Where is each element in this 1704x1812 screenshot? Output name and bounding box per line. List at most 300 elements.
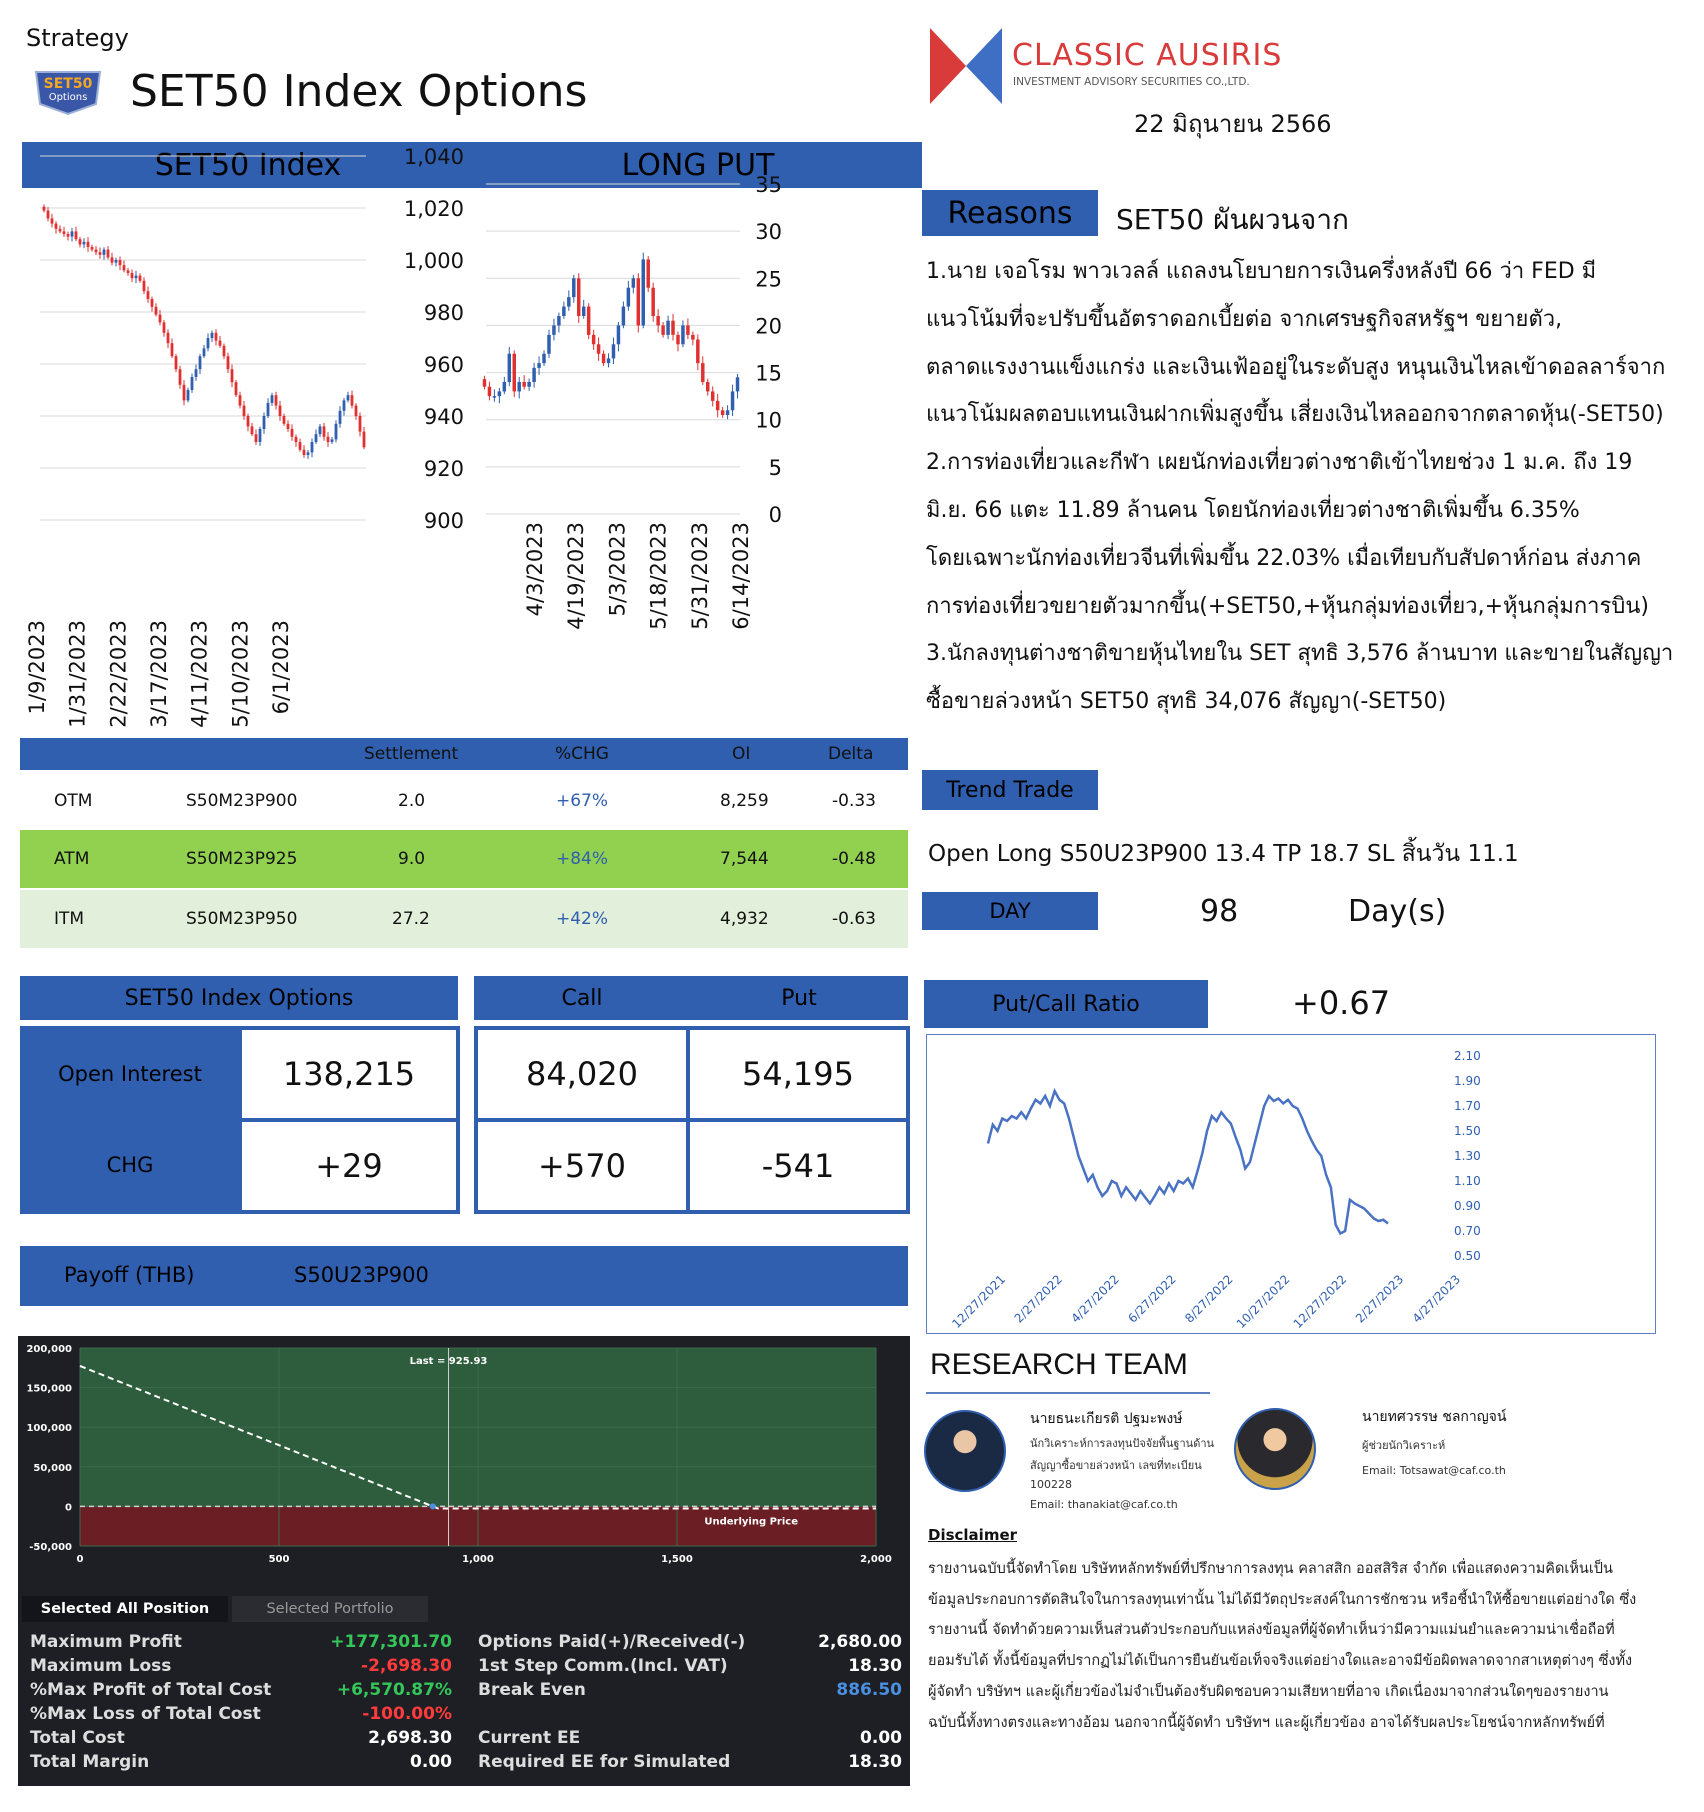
- y-tick-label: 0: [768, 503, 782, 527]
- x-tick-label: 4/3/2023: [523, 522, 547, 617]
- candle: [55, 224, 58, 229]
- candle: [696, 340, 699, 364]
- candle: [191, 377, 194, 390]
- candle: [111, 257, 114, 262]
- candle: [295, 437, 298, 442]
- candle: [247, 416, 250, 426]
- candle: [706, 382, 709, 391]
- candle: [522, 382, 525, 387]
- col-delta: Delta: [828, 744, 874, 764]
- candle: [127, 270, 130, 273]
- table-row: [20, 772, 908, 830]
- candle: [103, 250, 106, 255]
- candle: [223, 346, 226, 356]
- candle: [721, 410, 724, 415]
- x-tick-label: 2/27/2022: [1011, 1272, 1065, 1326]
- candle: [323, 426, 326, 436]
- row-oi: 8,259: [720, 791, 769, 811]
- candle: [661, 325, 664, 334]
- x-tick-label: 500: [268, 1554, 290, 1565]
- candle: [243, 406, 246, 416]
- tab-selected-all-position[interactable]: Selected All Position: [22, 1596, 228, 1622]
- candle: [115, 260, 118, 263]
- candle: [163, 322, 166, 332]
- candle: [155, 307, 158, 315]
- reason-line: มิ.ย. 66 แตะ 11.89 ล้านคน โดยนักท่องเที่ยวต่างชาติเพิ่มขึ้น 6.35%: [926, 497, 1580, 523]
- candle: [139, 276, 142, 281]
- candle: [83, 242, 86, 245]
- stat-value: 886.50: [836, 1680, 902, 1700]
- candle: [542, 354, 545, 363]
- candle: [612, 344, 615, 358]
- row-chg: +42%: [556, 909, 609, 929]
- candle: [517, 382, 520, 391]
- candle: [87, 242, 90, 247]
- x-tick-label: 1/31/2023: [65, 620, 90, 728]
- candle: [359, 416, 362, 432]
- strategy-label: Strategy: [26, 24, 129, 52]
- y-tick-label: 25: [755, 267, 782, 292]
- candle: [646, 259, 649, 287]
- day-value: 98: [1200, 894, 1239, 929]
- research-divider: [926, 1392, 1210, 1394]
- candle: [215, 333, 218, 341]
- stat-label: 1st Step Comm.(Incl. VAT): [478, 1656, 728, 1676]
- day-unit: Day(s): [1348, 894, 1447, 929]
- y-tick-label: 35: [755, 173, 782, 197]
- candle: [567, 297, 570, 306]
- candle: [483, 379, 486, 387]
- candle: [681, 325, 684, 344]
- candle: [726, 410, 729, 415]
- tab-selected-portfolio[interactable]: Selected Portfolio: [232, 1596, 428, 1622]
- reason-line: แนวโน้มผลตอบแทนเงินฝากเพิ่มสูงขึ้น เสี่ยงเงินไหลออกจากตลาดหุ้น(-SET50): [926, 402, 1664, 428]
- candle: [315, 434, 318, 442]
- stat-label: Options Paid(+)/Received(-): [478, 1632, 746, 1652]
- candle: [67, 234, 70, 237]
- stat-label: Maximum Profit: [30, 1632, 182, 1652]
- candle: [307, 452, 310, 455]
- page-title: SET50 Index Options: [130, 66, 588, 117]
- candle: [701, 363, 704, 382]
- y-tick-label: 1.10: [1454, 1174, 1481, 1188]
- banner-set50-index: SET50 Index: [154, 147, 342, 183]
- candle: [107, 250, 110, 258]
- candle: [503, 382, 506, 391]
- candle: [171, 343, 174, 356]
- pcr-tag: Put/Call Ratio: [924, 980, 1208, 1028]
- reason-line: 1.นาย เจอโรม พาวเวลล์ แถลงนโยบายการเงินครึ่งหลังปี 66 ว่า FED มี: [926, 259, 1597, 284]
- person1-email: Email: thanakiat@caf.co.th: [1030, 1498, 1178, 1511]
- y-tick-label: 980: [423, 301, 464, 325]
- person1-name: นายธนะเกียรติ ปฐมะพงษ์: [1030, 1411, 1183, 1427]
- y-tick-label: 15: [755, 361, 782, 386]
- stat-label: Break Even: [478, 1680, 586, 1700]
- candle: [319, 426, 322, 434]
- y-tick-label: 100,000: [26, 1423, 72, 1435]
- candle: [686, 325, 689, 334]
- stat-value: -2,698.30: [361, 1656, 452, 1676]
- row-delta: -0.63: [832, 909, 876, 929]
- candle: [271, 395, 274, 403]
- chg-call: +570: [478, 1122, 686, 1210]
- candle: [71, 231, 74, 236]
- x-tick-label: 3/17/2023: [147, 620, 171, 728]
- candle: [267, 403, 270, 416]
- candle: [527, 382, 530, 387]
- candle: [597, 344, 600, 353]
- reason-line: การท่องเที่ยวขยายตัวมากขึ้น(+SET50,+หุ้นกลุ่มท่องเที่ยว,+หุ้นกลุ่มการบิน): [926, 593, 1649, 619]
- report-date: 22 มิถุนายน 2566: [1134, 110, 1332, 138]
- logo-text: SET50: [43, 76, 93, 92]
- x-tick-label: 5/31/2023: [687, 522, 712, 630]
- y-tick-label: 940: [423, 405, 464, 429]
- y-tick-label: 50,000: [33, 1462, 72, 1474]
- oi-call: 84,020: [478, 1030, 686, 1118]
- candle: [167, 333, 170, 343]
- candle: [331, 439, 334, 442]
- y-tick-label: 0: [65, 1502, 72, 1514]
- x-tick-label: 2/27/2023: [1352, 1272, 1407, 1326]
- candle: [656, 316, 659, 325]
- candle: [363, 432, 366, 448]
- row-series: S50M23P925: [186, 849, 298, 869]
- y-tick-label: 900: [423, 509, 464, 533]
- candle: [207, 338, 210, 348]
- avatar: [924, 1410, 1006, 1492]
- candle: [676, 335, 679, 344]
- break-even-marker: [430, 1503, 436, 1509]
- trend-trade-tag: Trend Trade: [922, 770, 1098, 810]
- candle: [79, 239, 82, 244]
- person2-name: นายทศวรรษ ชลกาญจน์: [1362, 1409, 1507, 1425]
- set50-options-logo: [32, 66, 104, 116]
- call-put-header: [474, 976, 908, 1020]
- candle: [562, 307, 565, 316]
- stat-label: %Max Loss of Total Cost: [30, 1704, 261, 1724]
- y-tick-label: 1,020: [403, 197, 464, 221]
- candle: [651, 288, 654, 316]
- candle: [335, 424, 338, 440]
- x-tick-label: 8/27/2022: [1182, 1272, 1236, 1326]
- candle: [617, 325, 620, 344]
- pcr-value: +0.67: [1292, 984, 1391, 1022]
- stat-label: Maximum Loss: [30, 1656, 172, 1676]
- disclaimer-line: ผู้จัดทำ บริษัทฯ และผู้เกี่ยวข้องไม่จำเป็นต้องรับผิดชอบความเสียหายที่อาจ เกิดเนื่องมาจากส่วนใดๆของรายงาน: [928, 1683, 1609, 1700]
- payoff-stats: [18, 1628, 910, 1778]
- candle: [131, 273, 134, 278]
- row-type: ATM: [54, 849, 90, 869]
- candle: [488, 387, 491, 396]
- candle: [637, 278, 640, 325]
- stat-value: +6,570.87%: [336, 1680, 452, 1700]
- y-tick-label: 1.50: [1454, 1124, 1481, 1138]
- x-tick-label: 4/27/2023: [1409, 1272, 1464, 1326]
- col-settlement: Settlement: [364, 744, 459, 764]
- row-series: S50M23P950: [186, 909, 298, 929]
- candle: [532, 368, 535, 382]
- candle: [716, 401, 719, 410]
- x-tick-label: 12/27/2021: [949, 1272, 1009, 1332]
- row-type: ITM: [54, 909, 85, 929]
- x-tick-label: 1/9/2023: [25, 620, 49, 715]
- candle: [339, 411, 342, 424]
- research-team-title: RESEARCH TEAM: [930, 1348, 1188, 1381]
- candle: [498, 391, 501, 396]
- candle: [587, 307, 590, 335]
- candle: [135, 276, 138, 279]
- candle: [711, 391, 714, 400]
- reasons-text: [926, 248, 1696, 726]
- candle: [311, 442, 314, 452]
- candle: [279, 406, 282, 416]
- candle: [143, 281, 146, 291]
- stat-label: Total Cost: [30, 1728, 125, 1748]
- row-series: S50M23P900: [186, 791, 298, 811]
- candle: [159, 315, 162, 323]
- y-tick-label: 1,040: [403, 145, 464, 169]
- long-put-chart: [476, 173, 916, 726]
- disclaimer-line: รายงานนี้ จัดทำด้วยความเห็นส่วนตัวประกอบกับแหล่งข้อมูลที่ผู้จัดทำเห็นว่ามีความแม่นยำและความน่าเชื่อถือที่: [928, 1622, 1615, 1639]
- underlying-price-label: Underlying Price: [704, 1516, 798, 1528]
- candle: [607, 358, 610, 363]
- person1-role: นักวิเคราะห์การลงทุนปัจจัยพื้นฐานด้าน: [1030, 1437, 1215, 1450]
- pcr-chart: [928, 1036, 1654, 1332]
- candle: [255, 434, 258, 442]
- stat-value: -100.00%: [362, 1704, 452, 1724]
- x-tick-label: 1,000: [462, 1554, 494, 1565]
- candle: [183, 385, 186, 401]
- x-tick-label: 5/3/2023: [605, 522, 630, 617]
- person1-reg: 100228: [1030, 1478, 1072, 1491]
- day-tag: DAY: [922, 892, 1098, 930]
- disclaimer-text: [928, 1554, 1688, 1738]
- stat-label: Total Margin: [30, 1752, 150, 1772]
- candle: [602, 354, 605, 363]
- candle: [123, 265, 126, 270]
- candle: [199, 356, 202, 369]
- reason-line: 2.การท่องเที่ยวและกีฬา เผยนักท่องเที่ยวต่างชาติเข้าไทยช่วง 1 ม.ค. ถึง 19: [926, 450, 1633, 476]
- stat-label: %Max Profit of Total Cost: [30, 1680, 272, 1700]
- x-tick-label: 6/27/2022: [1125, 1272, 1179, 1326]
- y-tick-label: 30: [755, 220, 782, 245]
- disclaimer-line: ข้อมูลประกอบการตัดสินใจในการลงทุนเท่านั้น ไม่ได้มีวัตถุประสงค์ในการชักชวน หรือชี้นำให้ซื้อขายแต่อย่างใด ซึ่ง: [928, 1591, 1637, 1608]
- x-tick-label: 5/10/2023: [228, 620, 253, 728]
- y-tick-label: 1.90: [1454, 1074, 1481, 1088]
- y-tick-label: 1.30: [1454, 1149, 1481, 1163]
- row-oi: 4,932: [720, 909, 769, 929]
- chg-label: CHG: [106, 1153, 154, 1177]
- candle: [513, 354, 516, 392]
- call-header: Call: [561, 985, 603, 1011]
- candle: [59, 229, 62, 232]
- row-settlement: 27.2: [392, 909, 430, 929]
- disclaimer-title: Disclaimer: [928, 1526, 1018, 1544]
- disclaimer-line: ยอมรับได้ ทั้งนี้ข้อมูลที่ปรากฏไม่ได้เป็นการยืนยันข้อเท็จจริงแต่อย่างใดและอาจมีข้อผิดพลาดจากสาเหตุต่างๆ ซึ่งทั้ง: [928, 1653, 1633, 1670]
- y-tick-label: 0.50: [1454, 1249, 1481, 1263]
- y-tick-label: 20: [755, 314, 782, 339]
- stat-label: Required EE for Simulated: [478, 1752, 731, 1772]
- y-tick-label: 920: [423, 457, 464, 481]
- stat-value: 0.00: [860, 1728, 902, 1748]
- x-tick-label: 5/18/2023: [646, 522, 671, 630]
- candle: [211, 333, 214, 338]
- company-name: CLASSIC AUSIRIS: [1012, 38, 1283, 73]
- chg-put: -541: [690, 1122, 906, 1210]
- candle: [235, 382, 238, 395]
- stat-value: 0.00: [410, 1752, 452, 1772]
- table-row: [20, 890, 908, 948]
- candle: [187, 390, 190, 400]
- candle: [43, 207, 46, 211]
- x-tick-label: 2/22/2023: [106, 620, 131, 728]
- row-delta: -0.48: [832, 849, 876, 869]
- payoff-header: [20, 1246, 908, 1306]
- candle: [557, 316, 560, 325]
- x-tick-label: 1,500: [661, 1554, 693, 1565]
- candle: [537, 363, 540, 368]
- company-subtitle: INVESTMENT ADVISORY SECURITIES CO.,LTD.: [1013, 76, 1250, 88]
- candle: [671, 321, 674, 335]
- banner-long-put: LONG PUT: [621, 147, 775, 183]
- candle: [219, 341, 222, 346]
- stat-value: +177,301.70: [330, 1632, 452, 1652]
- candle: [303, 450, 306, 455]
- stat-value: 2,698.30: [368, 1728, 452, 1748]
- person2-email: Email: Totsawat@caf.co.th: [1362, 1464, 1506, 1477]
- row-settlement: 2.0: [398, 791, 426, 811]
- candle: [592, 335, 595, 344]
- reasons-tag: Reasons: [922, 190, 1098, 236]
- row-delta: -0.33: [832, 791, 876, 811]
- candle: [582, 307, 585, 316]
- y-tick-label: -50,000: [29, 1542, 72, 1553]
- y-tick-label: 1,000: [403, 249, 464, 273]
- y-tick-label: 1.70: [1454, 1099, 1481, 1113]
- candle: [283, 416, 286, 424]
- candle: [327, 437, 330, 442]
- candle: [493, 396, 496, 398]
- payoff-series: S50U23P900: [294, 1263, 429, 1287]
- x-tick-label: 4/27/2022: [1068, 1272, 1122, 1326]
- candle: [203, 348, 206, 356]
- candle: [195, 369, 198, 377]
- candle: [343, 400, 346, 410]
- chg-total: +29: [242, 1122, 456, 1210]
- candle: [75, 231, 78, 239]
- candle: [577, 278, 580, 316]
- row-chg: +67%: [556, 791, 609, 811]
- candle: [275, 395, 278, 405]
- candle: [666, 321, 669, 335]
- oi-total: 138,215: [242, 1030, 456, 1118]
- payoff-label: Payoff (THB): [64, 1263, 195, 1287]
- payoff-chart: [18, 1336, 910, 1592]
- company-logo-mark: [930, 28, 1002, 104]
- candle: [642, 259, 645, 325]
- trend-trade-text: Open Long S50U23P900 13.4 TP 18.7 SL สิ้นวัน 11.1: [928, 841, 1519, 867]
- last-price-label: Last = 925.93: [409, 1356, 488, 1367]
- candle: [147, 291, 150, 299]
- y-tick-label: 150,000: [26, 1383, 72, 1395]
- candle: [731, 391, 734, 410]
- oi-put: 54,195: [690, 1030, 906, 1118]
- candle: [179, 369, 182, 385]
- x-tick-label: 6/14/2023: [729, 522, 753, 630]
- candle: [175, 356, 178, 369]
- row-type: OTM: [54, 791, 93, 811]
- candle: [347, 395, 350, 400]
- y-tick-label: 960: [423, 353, 464, 377]
- candle: [91, 247, 94, 250]
- candle: [47, 211, 50, 219]
- y-tick-label: 5: [768, 455, 782, 480]
- candle: [736, 377, 739, 391]
- candle: [622, 307, 625, 326]
- candle: [287, 424, 290, 429]
- candle: [231, 369, 234, 382]
- candle: [547, 335, 550, 354]
- reasons-heading: SET50 ผันผวนจาก: [1116, 203, 1349, 236]
- x-tick-label: 2,000: [860, 1554, 892, 1565]
- candle: [95, 250, 98, 253]
- candle: [691, 335, 694, 340]
- candle: [239, 395, 242, 405]
- reason-line: แนวโน้มที่จะปรับขึ้นอัตราดอกเบี้ยต่อ จากเศรษฐกิจสหรัฐฯ ขยายตัว,: [926, 306, 1563, 332]
- y-tick-label: 2.10: [1454, 1049, 1481, 1063]
- table-row: [20, 830, 908, 888]
- candle: [227, 356, 230, 369]
- candle: [627, 288, 630, 307]
- x-tick-label: 12/27/2022: [1290, 1272, 1350, 1332]
- candle: [299, 442, 302, 450]
- stat-label: Current EE: [478, 1728, 581, 1748]
- candle: [508, 354, 511, 382]
- stat-value: 18.30: [848, 1752, 902, 1772]
- candle: [119, 260, 122, 265]
- x-tick-label: 10/27/2022: [1233, 1272, 1293, 1332]
- stat-value: 2,680.00: [818, 1632, 902, 1652]
- reason-line: โดยเฉพาะนักท่องเที่ยวจีนที่เพิ่มขึ้น 22.03% เมื่อเทียบกับสัปดาห์ก่อน ส่งภาค: [926, 545, 1642, 571]
- candle: [351, 395, 354, 405]
- disclaimer-line: ฉบับนี้ทั้งทางตรงและทางอ้อม นอกจากนี้ผู้จัดทำ บริษัทฯ และผู้เกี่ยวข้อง อาจได้รับผลประโยชน์จากหลักทรัพย์ที่: [928, 1714, 1605, 1731]
- logo-sub: Options: [48, 92, 88, 103]
- put-header: Put: [781, 985, 817, 1011]
- stat-value: 18.30: [848, 1656, 902, 1676]
- x-tick-label: 6/1/2023: [269, 620, 293, 715]
- candle: [552, 325, 555, 334]
- y-tick-label: 0.70: [1454, 1224, 1481, 1238]
- chart-banner: [22, 142, 922, 188]
- reason-line: 3.นักลงทุนต่างชาติขายหุ้นไทยใน SET สุทธิ 3,576 ล้านบาท และขายในสัญญา: [926, 641, 1674, 667]
- y-tick-label: 200,000: [26, 1344, 72, 1355]
- options-table-header: [20, 738, 908, 770]
- row-settlement: 9.0: [398, 849, 426, 869]
- oi-label: Open Interest: [58, 1062, 202, 1086]
- disclaimer-line: รายงานฉบับนี้จัดทำโดย บริษัทหลักทรัพย์ที่ปรึกษาการลงทุน คลาสสิก ออสสิริส จำกัด เพื่อแสดงความคิดเห็นเป็น: [928, 1561, 1613, 1577]
- person2-role: ผู้ช่วยนักวิเคราะห์: [1362, 1439, 1446, 1452]
- candle: [99, 252, 102, 255]
- candle: [355, 406, 358, 416]
- col-chg: %CHG: [555, 744, 609, 764]
- x-tick-label: 4/19/2023: [564, 522, 589, 630]
- col-oi: OI: [732, 744, 751, 764]
- candle: [251, 426, 254, 434]
- candle: [632, 278, 635, 287]
- candle: [151, 299, 154, 307]
- row-chg: +84%: [556, 849, 609, 869]
- x-tick-label: 4/11/2023: [187, 620, 212, 728]
